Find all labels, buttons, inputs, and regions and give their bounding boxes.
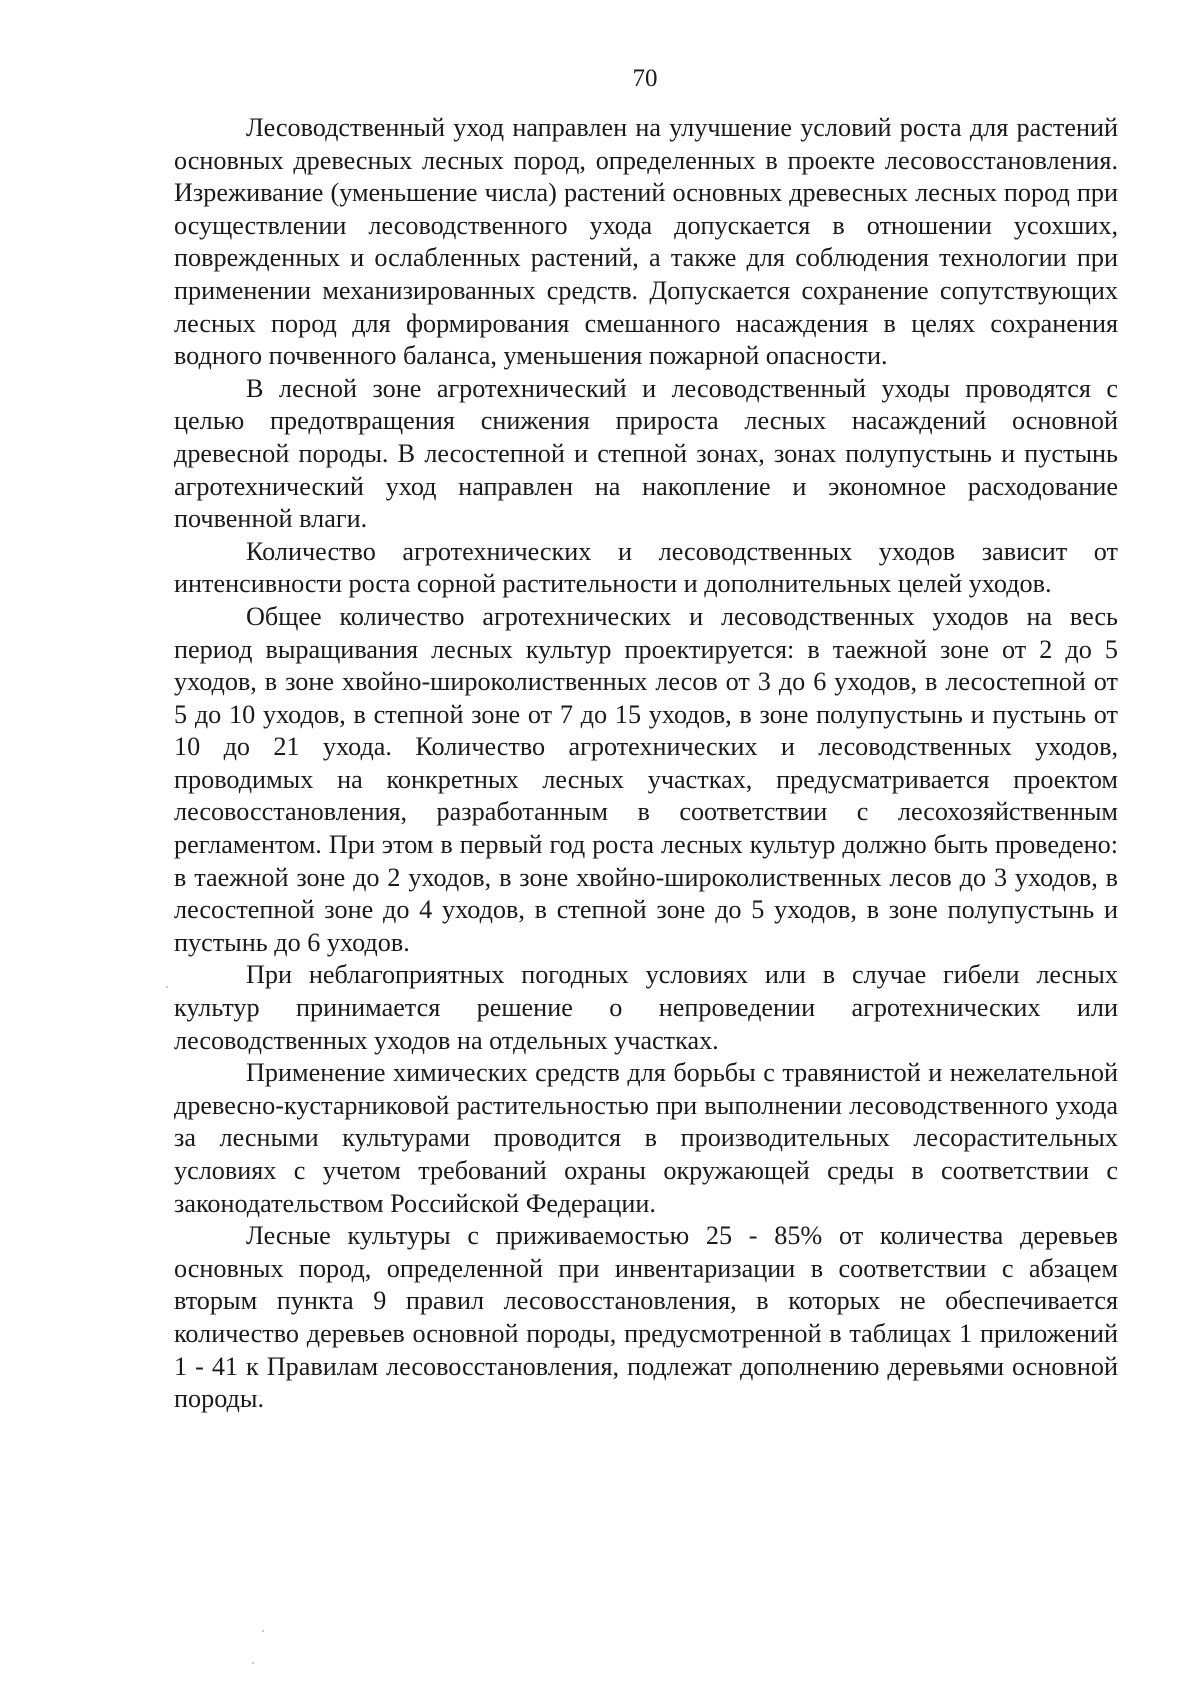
scan-speck bbox=[262, 1630, 264, 1632]
body-text bbox=[174, 112, 1118, 1416]
paragraph-adverse-conditions: При неблагоприятных погодных условиях или в случае гибели лесных культур принимается решение о непроведении агротехнических или лесоводственных уходов на отдельных участках. bbox=[174, 960, 1118, 1055]
scan-speck bbox=[166, 986, 168, 988]
paragraph-survival-supplement: Лесные культуры с приживаемостью 25 - 85% от количества деревьев основных пород, определенной при инвентаризации в соответствии с абзацем вторым пункта 9 правил лесовосстановления, в которых не обеспечивается количество деревьев основной породы, предусмотренной в таблицах 1 приложений 1 - 41 к Правилам лесовосстановления, подлежат дополнению деревьями основной породы. bbox=[174, 1221, 1118, 1414]
paragraph-chemical-means: Применение химических средств для борьбы с травянистой и нежелательной древесно-кустарниковой растительностью при выполнении лесоводственного ухода за лесными культурами проводится в производительных лесорастительных условиях с учетом требований охраны окружающей среды в соответствии с законодательством Российской Федерации. bbox=[174, 1058, 1118, 1218]
paragraph-zonal-care-goals: В лесной зоне агротехнический и лесоводственный уходы проводятся с целью предотвращения снижения прироста лесных насаждений основной древесной породы. В лесостепной и степной зонах, зонах полупустынь и пустынь агротехнический уход направлен на накопление и экономное расходование почвенной влаги. bbox=[174, 373, 1118, 534]
paragraph-forestry-care-purpose: Лесоводственный уход направлен на улучшение условий роста для растений основных древесных лесных пород, определенных в проекте лесовосстановления. Изреживание (уменьшение числа) растений основных древесных лесных пород при осуществлении лесоводственного ухода допускается в отношении усохших, поврежденных и ослабленных растений, а также для соблюдения технологии при применении механизированных средств. Допускается сохранение сопутствующих лесных пород для формирования смешанного насаждения в целях сохранения водного почвенного баланса, уменьшения пожарной опасности. bbox=[174, 113, 1118, 371]
paragraph-care-count-by-zone: Общее количество агротехнических и лесоводственных уходов на весь период выращивания лесных культур проектируется: в таежной зоне от 2 до 5 уходов, в зоне хвойно-широколиственных лесов от 3 до 6 уходов, в лесостепной от 5 до 10 уходов, в степной зоне от 7 до 15 уходов, в зоне полупустынь и пустынь от 10 до 21 ухода. Количество агротехнических и лесоводственных уходов, проводимых на конкретных лесных участках, предусматривается проектом лесовосстановления, разработанным в соответствии с лесохозяйственным регламентом. При этом в первый год роста лесных культур должно быть проведено: в таежной зоне до 2 уходов, в зоне хвойно-широколиственных лесов до 3 уходов, в лесостепной зоне до 4 уходов, в степной зоне до 5 уходов, в зоне полупустынь и пустынь до 6 уходов. bbox=[174, 601, 1118, 957]
scan-speck bbox=[252, 1662, 254, 1664]
paragraph-care-count-factors: Количество агротехнических и лесоводственных уходов зависит от интенсивности роста сорной растительности и дополнительных целей уходов. bbox=[174, 536, 1118, 599]
page-number: 70 bbox=[632, 65, 658, 92]
